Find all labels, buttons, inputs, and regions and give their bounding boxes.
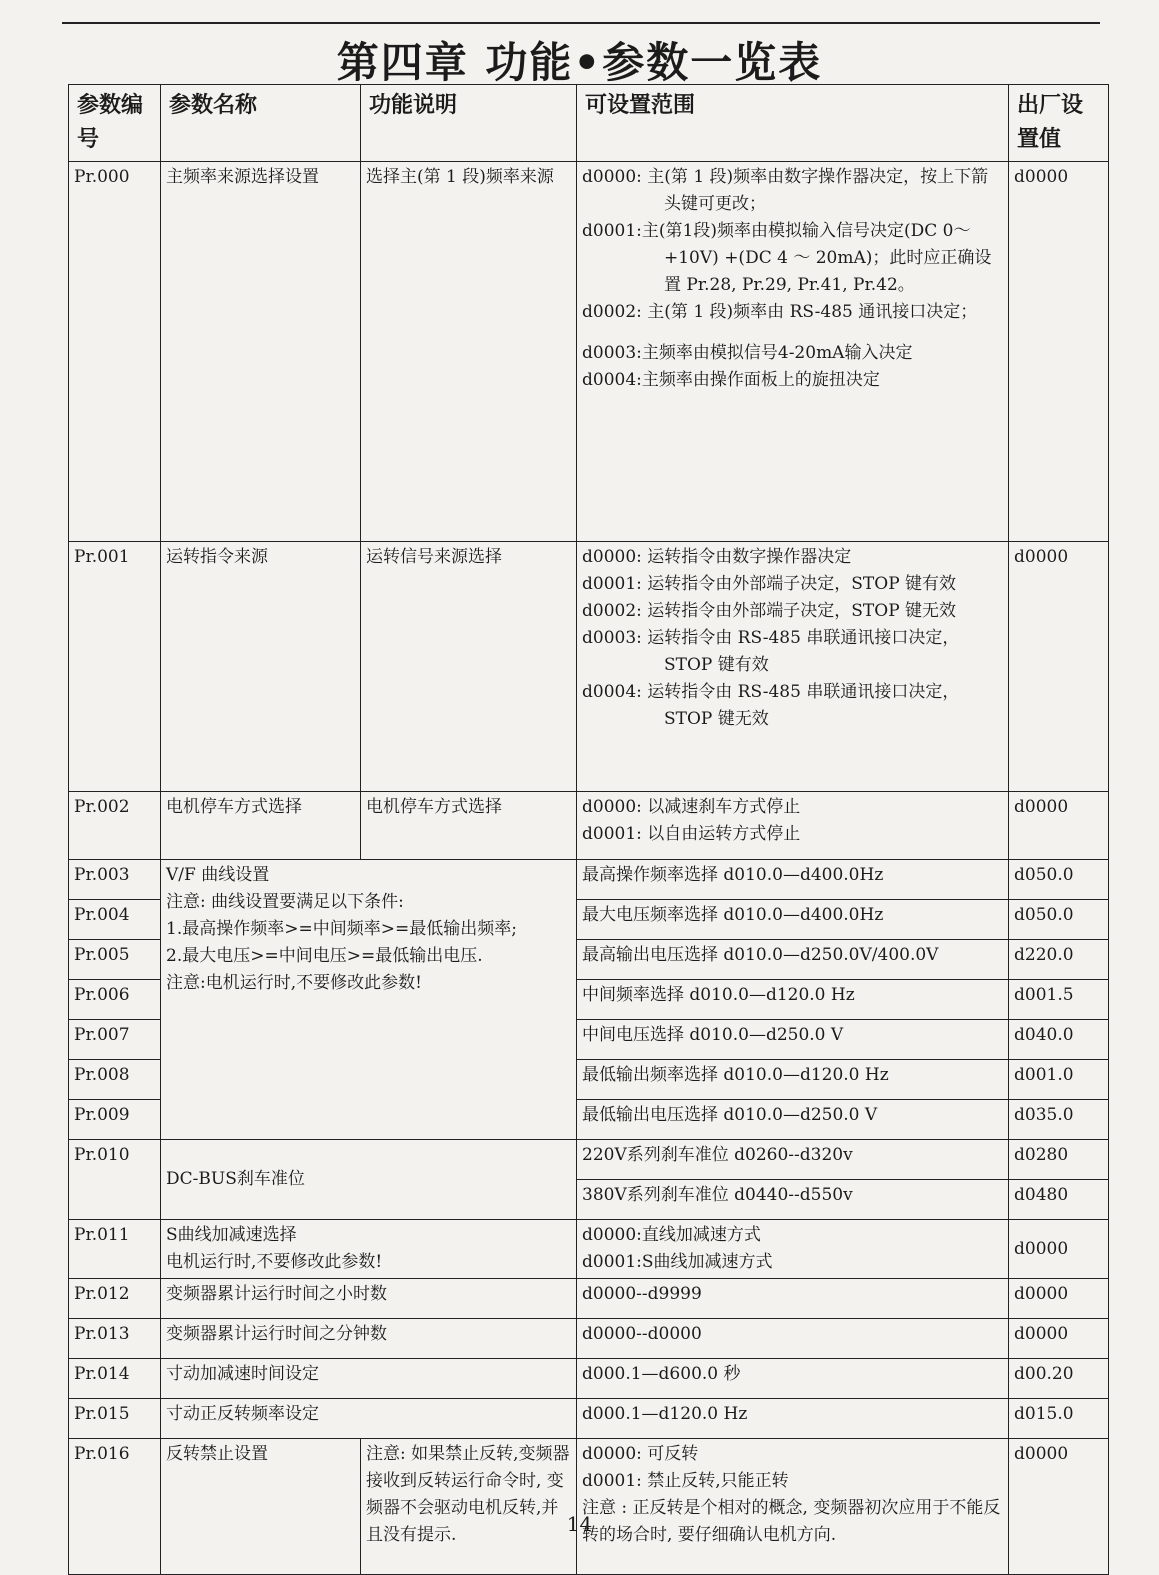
- table-row: [69, 1279, 1109, 1319]
- param-name: DC-BUS刹车准位: [161, 1140, 577, 1220]
- range-option: d0001:S曲线加减速方式: [582, 1252, 773, 1272]
- param-default: d220.0: [1009, 940, 1109, 980]
- param-name: [161, 1220, 577, 1279]
- param-note: 电机运行时,不要修改此参数!: [166, 1252, 383, 1272]
- range-option: d0002: 运转指令由外部端子决定，STOP 键无效: [582, 601, 957, 621]
- param-range: d0000--d0000: [577, 1319, 1009, 1359]
- header-desc: 功能说明: [361, 85, 577, 162]
- param-name: 寸动正反转频率设定: [161, 1399, 577, 1439]
- param-range: 最高操作频率选择 d010.0—d400.0Hz: [577, 860, 1009, 900]
- param-default: d0000: [1009, 1319, 1109, 1359]
- range-option: d0004: 运转指令由 RS-485 串联通讯接口决定，STOP 键无效: [582, 682, 960, 729]
- param-default: d0000: [1009, 1220, 1109, 1279]
- page-number: 14: [566, 1512, 593, 1536]
- param-default: d0280: [1009, 1140, 1109, 1180]
- param-range: d0000--d9999: [577, 1279, 1009, 1319]
- param-default: d001.0: [1009, 1060, 1109, 1100]
- param-range: d000.1—d600.0 秒: [577, 1359, 1009, 1399]
- range-option: d0000:直线加减速方式: [582, 1225, 761, 1245]
- table-row: [69, 1399, 1109, 1439]
- param-code: Pr.008: [69, 1060, 161, 1100]
- param-name: 主频率来源选择设置: [161, 162, 361, 542]
- param-range: 220V系列刹车准位 d0260--d320v: [577, 1140, 1009, 1180]
- range-option: d0000: 运转指令由数字操作器决定: [582, 547, 852, 567]
- param-code: Pr.004: [69, 900, 161, 940]
- param-default: d050.0: [1009, 860, 1109, 900]
- range-option: d0002: 主(第 1 段)频率由 RS-485 通讯接口决定；: [582, 302, 978, 322]
- param-code: Pr.012: [69, 1279, 161, 1319]
- header-default: 出厂设置值: [1009, 85, 1109, 162]
- param-code: Pr.003: [69, 860, 161, 900]
- range-option: d0001:主(第1段)频率由模拟输入信号决定(DC 0～+10V) +(DC 4 ～ 20mA)；此时应正确设置 Pr.28, Pr.29, Pr.41, Pr.42。: [582, 221, 992, 295]
- param-code: Pr.002: [69, 792, 161, 860]
- param-code: Pr.007: [69, 1020, 161, 1060]
- top-rule: [62, 22, 1100, 24]
- param-name: 变频器累计运行时间之小时数: [161, 1279, 577, 1319]
- param-code: Pr.006: [69, 980, 161, 1020]
- param-default: d0000: [1009, 1279, 1109, 1319]
- param-code: Pr.015: [69, 1399, 161, 1439]
- param-range: [577, 1220, 1009, 1279]
- header-code: 参数编号: [69, 85, 161, 162]
- param-range: [577, 792, 1009, 860]
- table-row: [69, 162, 1109, 542]
- table-row: [69, 1359, 1109, 1399]
- param-range: [577, 1439, 1009, 1575]
- table-row: [69, 542, 1109, 792]
- parameter-table: [68, 84, 1109, 1575]
- vf-curve-note: [161, 860, 577, 1140]
- range-option: d0000: 主(第 1 段)频率由数字操作器决定，按上下箭头键可更改；: [582, 167, 989, 214]
- range-option: d0001: 以自由运转方式停止: [582, 824, 801, 844]
- param-range: 最低输出电压选择 d010.0—d250.0 V: [577, 1100, 1009, 1140]
- vf-note-line: 注意: 曲线设置要满足以下条件:: [166, 892, 404, 912]
- param-desc: 注意: 如果禁止反转,变频器接收到反转运行命令时, 变频器不会驱动电机反转,并且没有提示.: [361, 1439, 577, 1575]
- param-default: d015.0: [1009, 1399, 1109, 1439]
- param-default: d050.0: [1009, 900, 1109, 940]
- vf-note-line: V/F 曲线设置: [166, 865, 270, 885]
- param-range: 中间频率选择 d010.0—d120.0 Hz: [577, 980, 1009, 1020]
- range-option: d0001: 禁止反转,只能正转: [582, 1471, 789, 1491]
- param-range: 中间电压选择 d010.0—d250.0 V: [577, 1020, 1009, 1060]
- range-option: d0004:主频率由操作面板上的旋扭决定: [582, 370, 880, 390]
- range-option: d0000: 以减速刹车方式停止: [582, 797, 801, 817]
- table-row: [69, 1220, 1109, 1279]
- param-range: 最大电压频率选择 d010.0—d400.0Hz: [577, 900, 1009, 940]
- page-title: 第四章 功能•参数一览表: [336, 38, 823, 87]
- param-code: Pr.005: [69, 940, 161, 980]
- param-default: d0000: [1009, 792, 1109, 860]
- param-default: d001.5: [1009, 980, 1109, 1020]
- table-row: [69, 1319, 1109, 1359]
- vf-note-line: 注意:电机运行时,不要修改此参数!: [166, 973, 422, 993]
- header-row: [69, 85, 1109, 162]
- param-range: d000.1—d120.0 Hz: [577, 1399, 1009, 1439]
- param-name: 反转禁止设置: [161, 1439, 361, 1575]
- table-row: [69, 860, 1109, 900]
- param-default: d035.0: [1009, 1100, 1109, 1140]
- range-option: d0003:主频率由模拟信号4-20mA输入决定: [582, 343, 913, 363]
- param-code: Pr.016: [69, 1439, 161, 1575]
- table-row: [69, 792, 1109, 860]
- param-default: d0480: [1009, 1180, 1109, 1220]
- param-name: 电机停车方式选择: [161, 792, 361, 860]
- param-code: Pr.011: [69, 1220, 161, 1279]
- table-row: [69, 1439, 1109, 1575]
- header-range: 可设置范围: [577, 85, 1009, 162]
- param-desc: 运转信号来源选择: [361, 542, 577, 792]
- param-code: Pr.000: [69, 162, 161, 542]
- param-name: 运转指令来源: [161, 542, 361, 792]
- param-range: [577, 162, 1009, 542]
- param-code: Pr.013: [69, 1319, 161, 1359]
- param-code: Pr.014: [69, 1359, 161, 1399]
- param-range: 最高输出电压选择 d010.0—d250.0V/400.0V: [577, 940, 1009, 980]
- param-default: d0000: [1009, 542, 1109, 792]
- param-code: Pr.009: [69, 1100, 161, 1140]
- param-default: d040.0: [1009, 1020, 1109, 1060]
- param-desc: 电机停车方式选择: [361, 792, 577, 860]
- table-row: [69, 1140, 1109, 1180]
- param-range: [577, 542, 1009, 792]
- param-name: 寸动加减速时间设定: [161, 1359, 577, 1399]
- param-range: 最低输出频率选择 d010.0—d120.0 Hz: [577, 1060, 1009, 1100]
- vf-note-line: 1.最高操作频率>=中间频率>=最低输出频率;: [166, 919, 517, 939]
- param-default: d0000: [1009, 162, 1109, 542]
- param-range: 380V系列刹车准位 d0440--d550v: [577, 1180, 1009, 1220]
- param-default: d0000: [1009, 1439, 1109, 1575]
- range-option: d0001: 运转指令由外部端子决定，STOP 键有效: [582, 574, 957, 594]
- param-code: Pr.010: [69, 1140, 161, 1220]
- vf-note-line: 2.最大电压>=中间电压>=最低输出电压.: [166, 946, 483, 966]
- param-code: Pr.001: [69, 542, 161, 792]
- header-name: 参数名称: [161, 85, 361, 162]
- range-option: d0000: 可反转: [582, 1444, 699, 1464]
- param-name-line: S曲线加减速选择: [166, 1225, 297, 1245]
- param-default: d00.20: [1009, 1359, 1109, 1399]
- range-note: 注意 : 正反转是个相对的概念, 变频器初次应用于不能反转的场合时, 要仔细确认电机方向.: [582, 1498, 1001, 1545]
- range-option: d0003: 运转指令由 RS-485 串联通讯接口决定，STOP 键有效: [582, 628, 960, 675]
- param-desc: 选择主(第 1 段)频率来源: [361, 162, 577, 542]
- param-name: 变频器累计运行时间之分钟数: [161, 1319, 577, 1359]
